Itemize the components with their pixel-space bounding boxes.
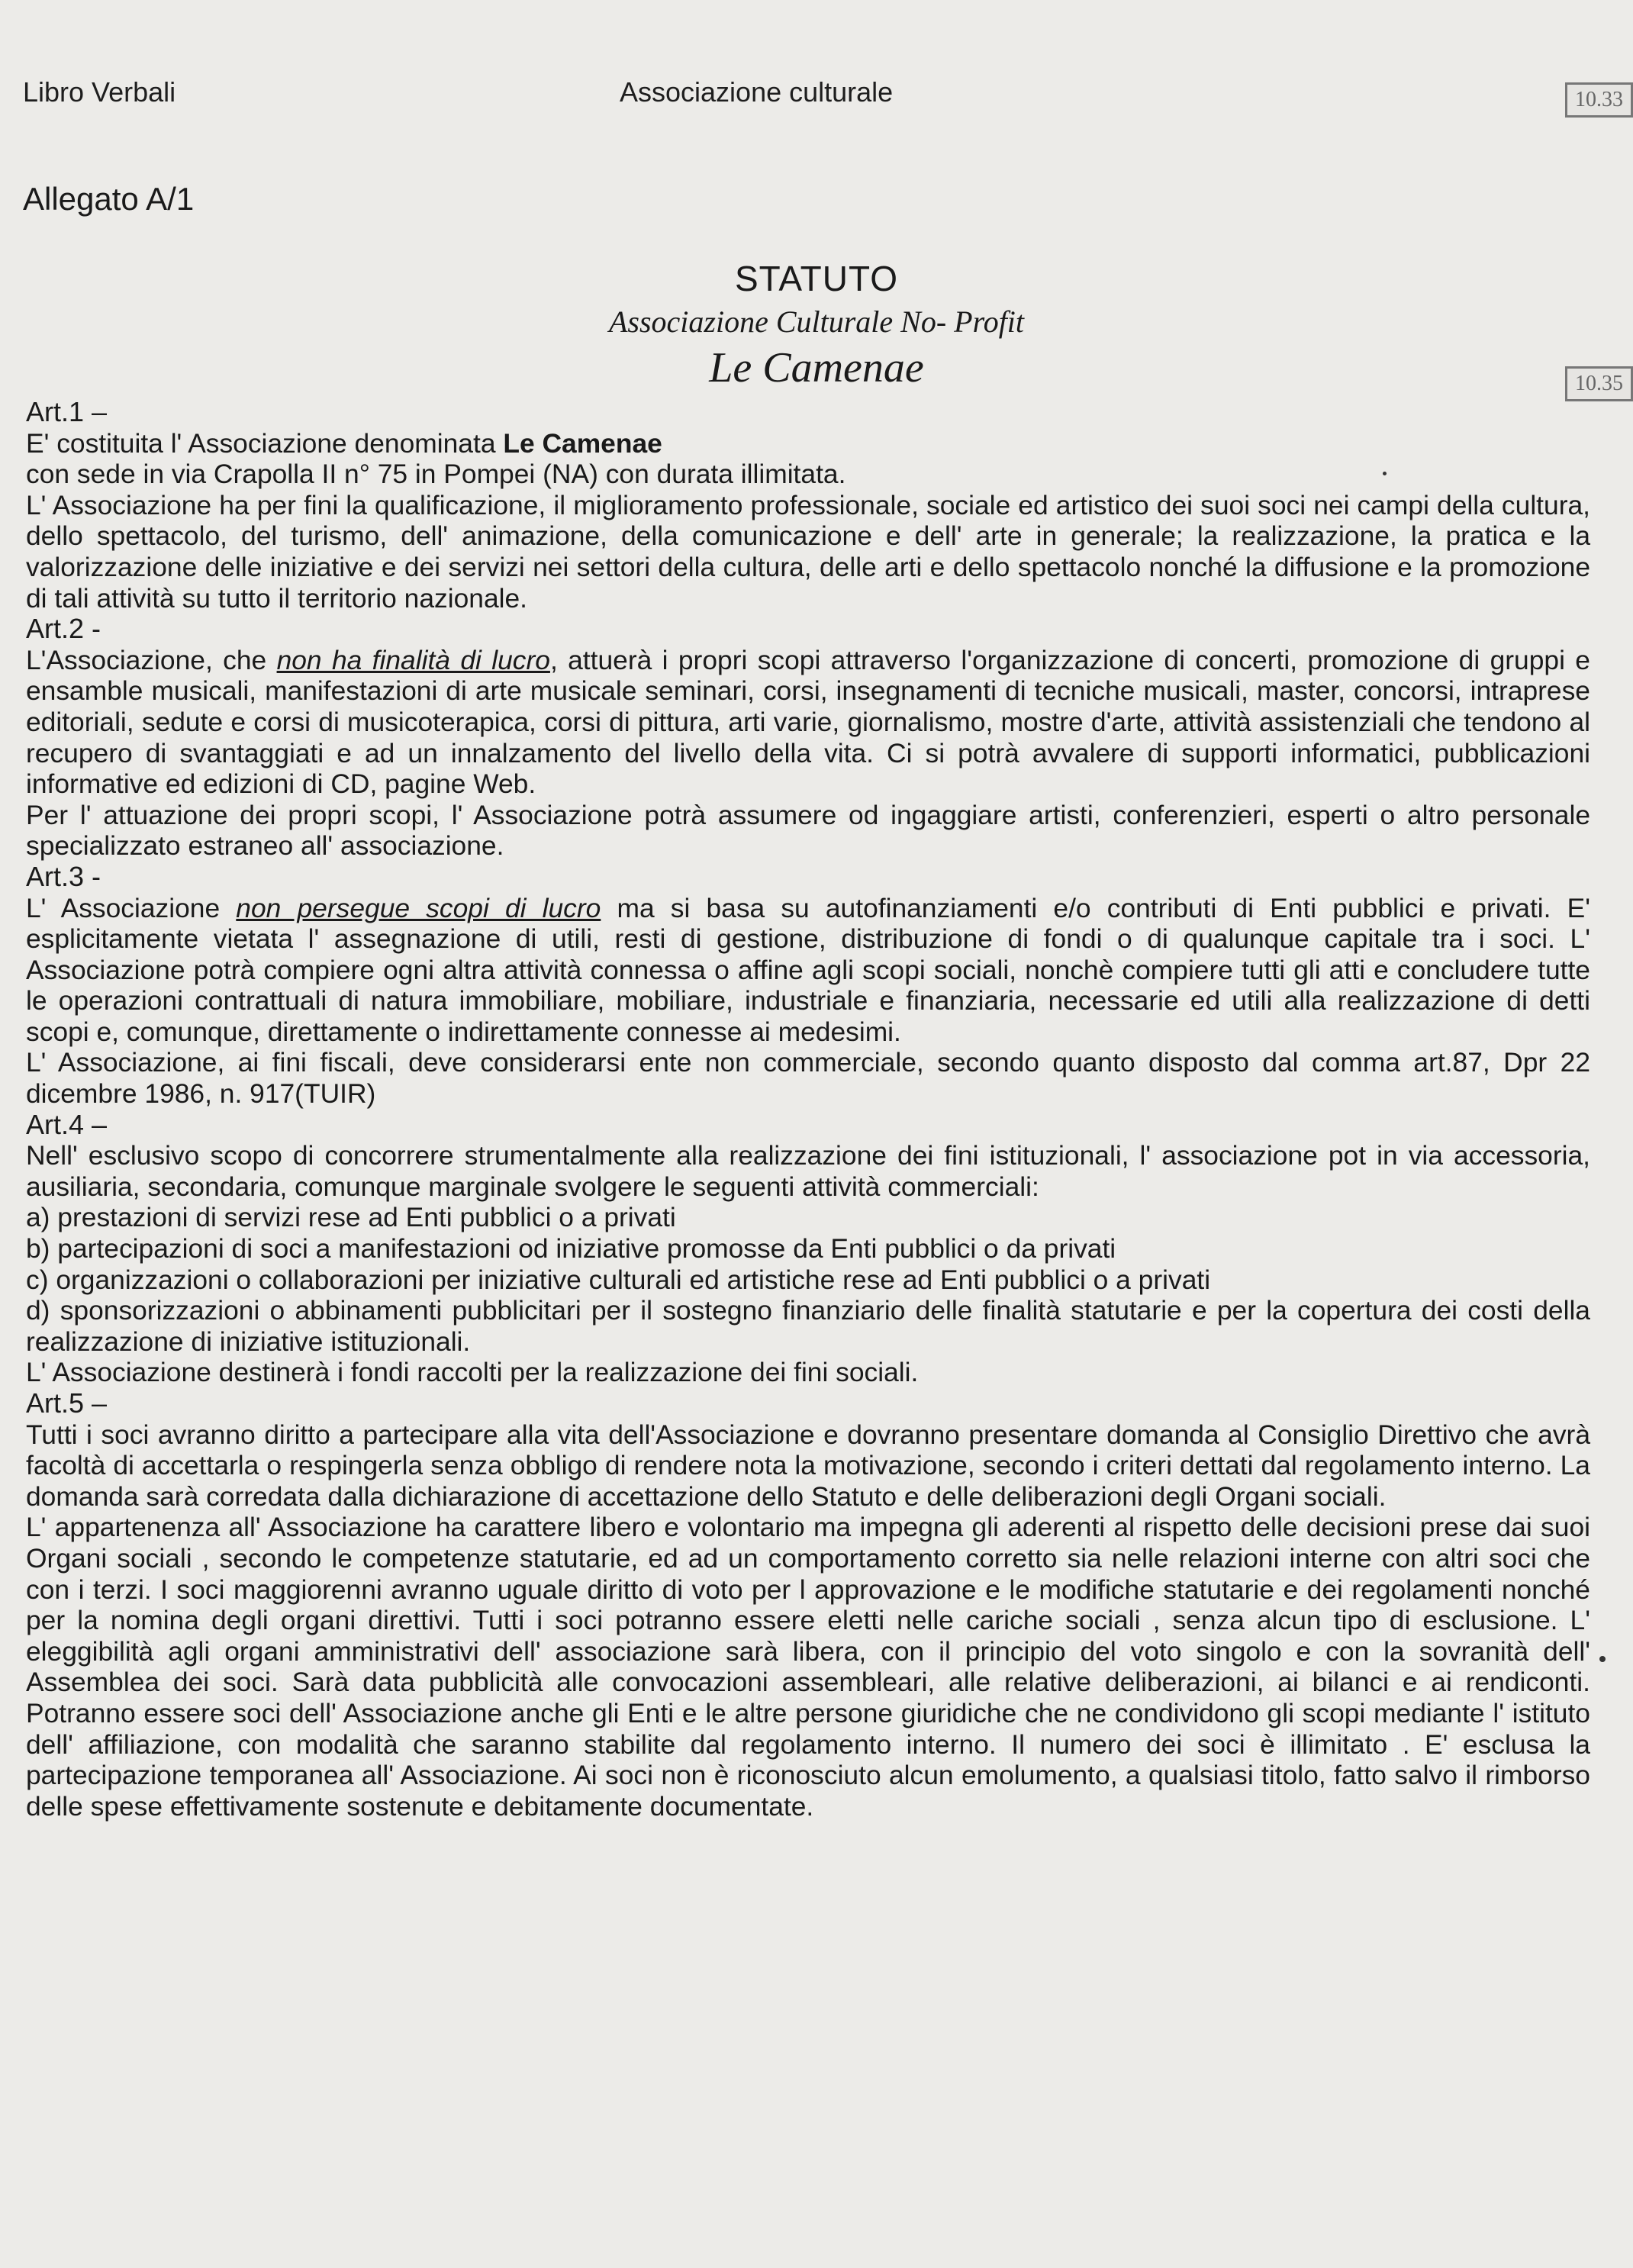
art4-outro: L' Associazione destinerà i fondi raccolti per la realizzazione dei fini sociali. (26, 1357, 919, 1388)
art1-paragraph-1 (26, 428, 1590, 459)
art5-paragraph-1: Tutti i soci avranno diritto a partecipare alla vita dell'Associazione e dovranno presentare domanda al Consiglio Direttivo che avrà facoltà di accettarla o respingerla senza obbligo di rendere nota la motivazione, secondo i criteri dettati dal regolamento interno. La domanda sarà corredata dalla dichiarazione di accettazione dello Statuto e delle deliberazioni degli Organi sociali. (26, 1419, 1590, 1512)
art3-paragraph-2: L' Associazione, ai fini fiscali, deve considerarsi ente non commerciale, secondo quanto disposto dal comma art.87, Dpr 22 dicembre 1986, n. 917(TUIR) (26, 1047, 1590, 1110)
association-name-title: Le Camenae (709, 344, 924, 391)
art4-item-d: d) sponsorizzazioni o abbinamenti pubblicitari per il sostegno finanziario delle finalità statutarie e per la copertura dei costi della realizzazione di iniziative istituzionali. (26, 1295, 1590, 1357)
allegato-label: Allegato A/1 (23, 181, 195, 217)
art3-text-a: L' Associazione (26, 892, 237, 923)
art3-paragraph-1 (26, 893, 1590, 1048)
art4-intro: Nell' esclusivo scopo di concorrere strumentalmente alla realizzazione dei fini istituzionali, l' associazione pot in via accessoria, ausiliaria, secondaria, comunque marginale svolgere le seguenti attività commerciali: (26, 1140, 1590, 1202)
document-subtitle: Associazione Culturale No- Profit (608, 304, 1025, 339)
stamp-top: 10.33 (1565, 82, 1633, 118)
art1-paragraph-3: L' Associazione ha per fini la qualificazione, il miglioramento professionale, sociale ed artistico dei suoi soci nei campi della cultura, dello spettacolo, del turismo, dell' animazione, della comunicazione e dell' arte in generale; la realizzazione, la pratica e la valorizzazione delle iniziative e dei servizi nei settori della cultura, delle arti e dello spettacolo nonché la diffusione e la promozione di tali attività su tutto il territorio nazionale. (26, 489, 1590, 614)
art2-text-a: L'Associazione, che (26, 644, 277, 675)
art4-item-b: b) partecipazioni di soci a manifestazioni od iniziative promosse da Enti pubblici o da privati (26, 1233, 1116, 1264)
art4-heading: Art.4 – (26, 1108, 108, 1140)
art2-heading: Art.2 - (26, 613, 101, 645)
art1-paragraph-2: con sede in via Crapolla II n° 75 in Pompei (NA) con durata illimitata. (26, 459, 846, 490)
stamp-middle: 10.35 (1565, 366, 1633, 401)
art2-paragraph-2: Per l' attuazione dei propri scopi, l' Associazione potrà assumere od ingaggiare artisti, conferenzieri, esperti o altro personale specializzato estraneo all' associazione. (26, 799, 1590, 862)
header-left: Libro Verbali (23, 76, 176, 108)
header-center: Associazione culturale (620, 76, 894, 108)
scan-speck (1383, 472, 1387, 475)
statute-body (26, 397, 1590, 1822)
art4-item-a: a) prestazioni di servizi rese ad Enti pubblici o a privati (26, 1202, 676, 1233)
art2-underlined: non ha finalità di lucro (276, 644, 550, 675)
scan-speck (1599, 1656, 1606, 1662)
association-name: Le Camenae (503, 427, 662, 459)
art3-underlined: non persegue scopi di lucro (236, 892, 601, 923)
document-title: STATUTO (735, 259, 898, 298)
art2-paragraph-1 (26, 645, 1590, 800)
art3-text-b: ma si basa su autofinanziamenti e/o contributi di Enti pubblici e privati. E' esplicitamente vietata l' assegnazione di utili, resti di gestione, distribuzione di fondi o di qualunque capitale tra i soci. L' Associazione potrà compiere ogni altra attività connessa o affine agli scopi sociali, nonchè compiere tutti gli atti e concludere tutte le operazioni contrattuali di natura immobiliare, mobiliare, industriale e finanziaria, necessarie ed utili alla realizzazione di detti scopi e, comunque, direttamente o indirettamente connesse ai medesimi. (26, 892, 1590, 1047)
art5-heading: Art.5 – (26, 1387, 108, 1419)
art2-text-b: , attuerà i propri scopi attraverso l'organizzazione di concerti, promozione di gruppi e ensamble musicali, manifestazioni di arte musicale seminari, corsi, insegnamenti di tecniche musicali, master, concorsi, intraprese editoriali, sedute e corsi di musicoterapica, corsi di pittura, arti varie, giornalismo, mostre d'arte, attività assistenziali che tendono al recupero di svantaggiati e ad un innalzamento del livello della vita. Ci si potrà avvalere di supporti informatici, pubblicazioni informative ed edizioni di CD, pagine Web. (26, 644, 1590, 800)
art5-paragraph-2: L' appartenenza all' Associazione ha carattere libero e volontario ma impegna gli aderenti al rispetto delle decisioni prese dai suoi Organi sociali , secondo le competenze statutarie, ed ad un comportamento corretto sia nelle relazioni interne con altri soci che con i terzi. I soci maggiorenni avranno uguale diritto di voto per l approvazione e le modifiche statutarie e dei regolamenti nonché per la nomina degli organi direttivi. Tutti i soci potranno essere eletti nelle cariche sociali , senza alcun tipo di esclusione. L' eleggibilità agli organi amministrativi dell' associazione sarà libera, con il principio del voto singolo e con la sovranità dell' Assemblea dei soci. Sarà data pubblicità alle convocazioni assembleari, alle relative deliberazioni, ai bilanci e ai rendiconti. Potranno essere soci dell' Associazione anche gli Enti e le altre persone giuridiche che ne condividono gli scopi mediante l' istituto dell' affiliazione, con modalità che saranno stabilite dal regolamento interno. Il numero dei soci è illimitato . E' esclusa la partecipazione temporanea all' Associazione. Ai soci non è riconosciuto alcun emolumento, a qualsiasi titolo, fatto salvo il rimborso delle spese effettivamente sostenute e debitamente documentate. (26, 1512, 1590, 1822)
art4-item-c: c) organizzazioni o collaborazioni per iniziative culturali ed artistiche rese ad Enti pubblici o a privati (26, 1264, 1211, 1295)
art1-text: E' costituita l' Associazione denominata (26, 427, 504, 459)
art3-heading: Art.3 - (26, 860, 101, 892)
art1-heading: Art.1 – (26, 396, 108, 427)
